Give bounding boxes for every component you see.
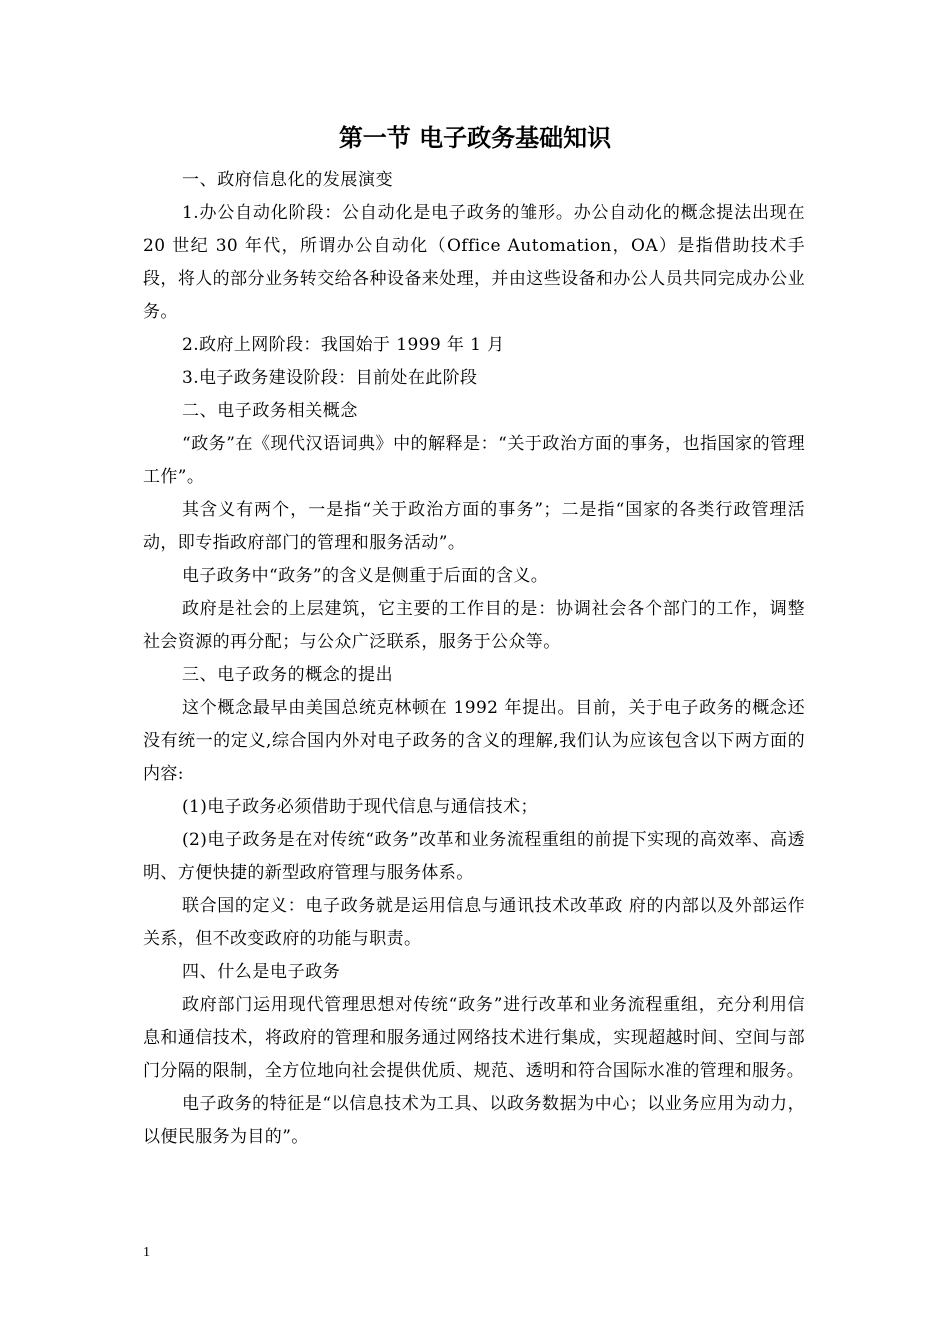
paragraph-concept-origin: 这个概念最早由美国总统克林顿在 1992 年提出。目前，关于电子政务的概念还没有统一的定义,综合国内外对电子政务的含义的理解,我们认为应该包含以下两方面的内容: xyxy=(143,698,805,784)
paragraph-egov-construction: 3.电子政务建设阶段：目前处在此阶段 xyxy=(182,368,478,388)
paragraph-two-meanings: 其含义有两个，一是指“关于政治方面的事务”；二是指“国家的各类行政管理活动，即专指政府部门的管理和服务活动”。 xyxy=(143,500,805,553)
list-item-2: (2)电子政务是在对传统“政务”改革和业务流程重组的前提下实现的高效率、高透明、方便快捷的新型政府管理与服务体系。 xyxy=(143,830,805,883)
section-heading-4: 四、什么是电子政务 xyxy=(182,962,341,982)
list-item-1: (1)电子政务必须借助于现代信息与通信技术； xyxy=(182,797,538,817)
paragraph-government-role: 政府是社会的上层建筑，它主要的工作目的是：协调社会各个部门的工作，调整社会资源的再分配；与公众广泛联系，服务于公众等。 xyxy=(143,599,805,652)
paragraph-office-automation: 1.办公自动化阶段：公自动化是电子政务的雏形。办公自动化的概念提法出现在 20 世纪 30 年代，所谓办公自动化（Office Automation，OA）是指借助技术手段，将人的部分业务转交给各种设备来处理，并由这些设备和办公人员共同完成办公业务。 xyxy=(143,203,805,322)
paragraph-what-is-egov: 政府部门运用现代管理思想对传统“政务”进行改革和业务流程重组，充分利用信息和通信技术，将政府的管理和服务通过网络技术进行集成，实现超越时间、空间与部门分隔的限制，全方位地向社会提供优质、规范、透明和符合国际水准的管理和服务。 xyxy=(143,995,805,1081)
paragraph-government-online: 2.政府上网阶段：我国始于 1999 年 1 月 xyxy=(182,335,505,355)
section-heading-3: 三、电子政务的概念的提出 xyxy=(182,665,394,685)
page-title: 第一节 电子政务基础知识 xyxy=(338,124,612,152)
document-body xyxy=(143,164,805,1154)
page-number: 1 xyxy=(143,1245,150,1260)
paragraph-egov-features: 电子政务的特征是“以信息技术为工具、以政务数据为中心；以业务应用为动力，以便民服务为目的”。 xyxy=(143,1094,805,1147)
paragraph-dictionary-definition: “政务”在《现代汉语词典》中的解释是：“关于政治方面的事务，也指国家的管理工作”。 xyxy=(143,434,805,487)
paragraph-un-definition: 联合国的定义：电子政务就是运用信息与通讯技术改革政 府的内部以及外部运作关系，但不改变政府的功能与职责。 xyxy=(143,896,805,949)
paragraph-egov-meaning: 电子政务中“政务”的含义是侧重于后面的含义。 xyxy=(182,566,549,586)
section-heading-2: 二、电子政务相关概念 xyxy=(182,401,358,421)
section-heading-1: 一、政府信息化的发展演变 xyxy=(182,170,394,190)
